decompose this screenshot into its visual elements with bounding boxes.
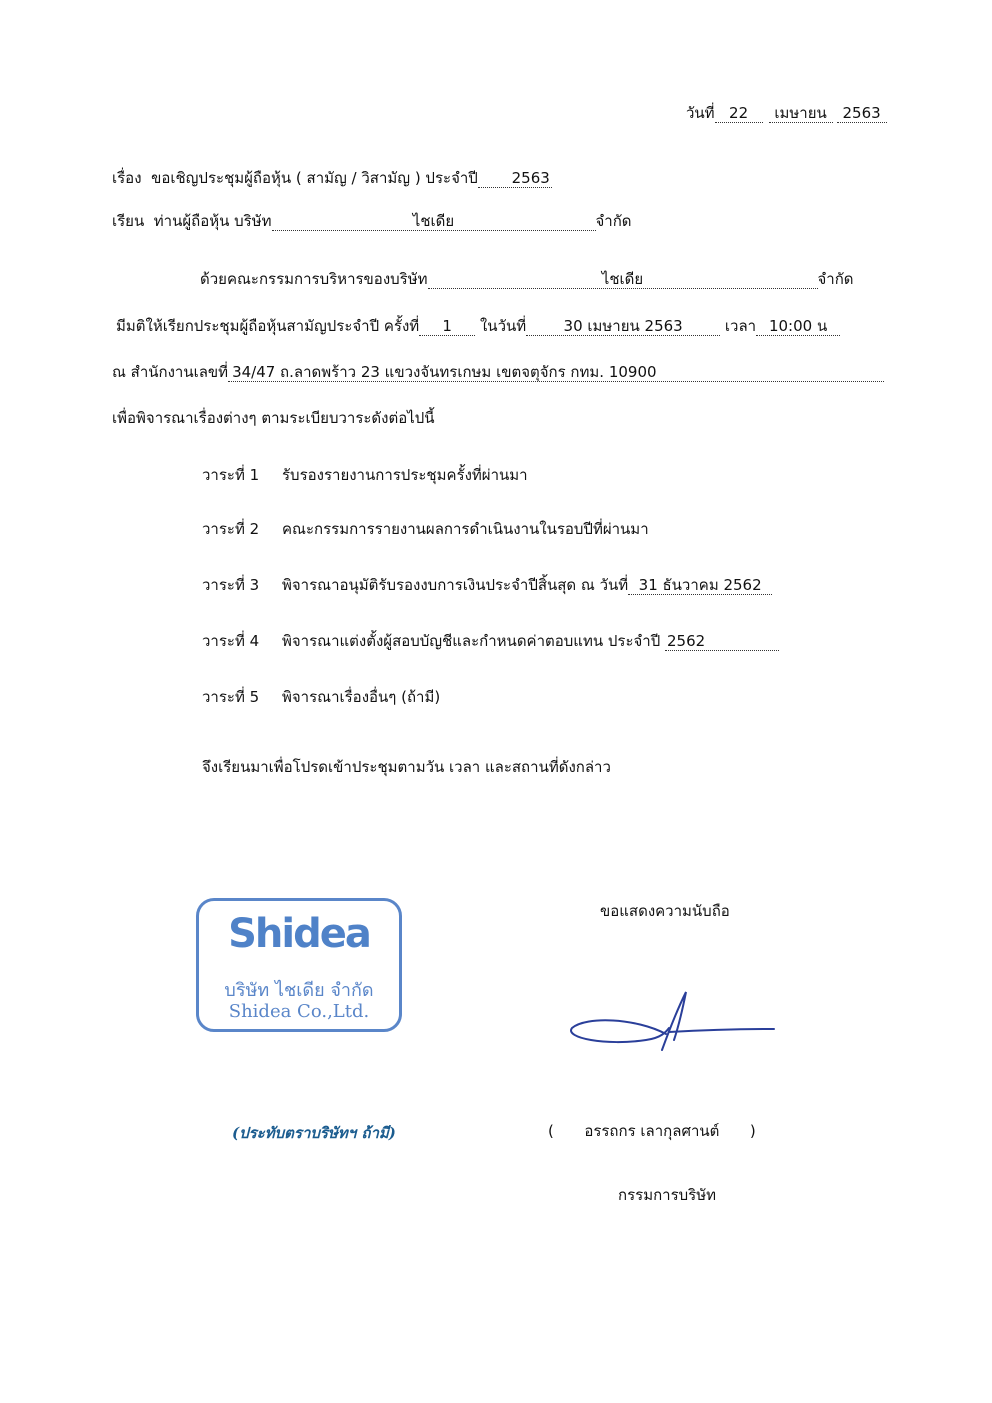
body-line3-prefix: ณ สำนักงานเลขที่ [112, 363, 229, 381]
close-paren: ) [749, 1122, 756, 1140]
signature-image [566, 988, 780, 1058]
meeting-time-label: เวลา [724, 317, 757, 335]
meeting-date: 30 เมษายน 2563 [526, 317, 720, 336]
agenda-text: พิจารณาเรื่องอื่นๆ (ถ้ามี) [282, 688, 441, 706]
agenda-item-4 [202, 631, 779, 651]
agenda-item-1 [202, 465, 528, 485]
agenda-text: คณะกรรมการรายงานผลการดำเนินงานในรอบปีที่ผ่านมา [282, 520, 649, 538]
date-year: 2563 [837, 104, 887, 123]
date-line [686, 103, 887, 123]
recipient-company: ไชเดีย [272, 212, 596, 231]
stamp-note: (ประทับตราบริษัทฯ ถ้ามี) [232, 1124, 396, 1142]
agenda-number: วาระที่ 1 [202, 466, 260, 484]
meeting-date-label: ในวันที่ [479, 317, 527, 335]
stamp-logo: Shidea [228, 911, 370, 957]
date-day: 22 [715, 104, 763, 123]
company-stamp [196, 898, 402, 1032]
agenda-item-5 [202, 687, 440, 707]
meeting-number: 1 [419, 317, 475, 336]
stamp-english-name: Shidea Co.,Ltd. [228, 1001, 370, 1022]
body-line2-prefix: มีมติให้เรียกประชุมผู้ถือหุ้นสามัญประจำปี ครั้งที่ [116, 317, 420, 335]
signer-title: กรรมการบริษัท [618, 1186, 716, 1204]
meeting-address: 34/47 ถ.ลาดพร้าว 23 แขวงจันทรเกษม เขตจตุจักร กทม. 10900 [228, 363, 884, 382]
agenda-item-2 [202, 519, 649, 539]
subject-text: ขอเชิญประชุมผู้ถือหุ้น ( สามัญ / วิสามัญ ) ประจำปี [151, 169, 478, 187]
body-line-3 [112, 362, 884, 382]
date-month: เมษายน [769, 104, 833, 123]
agenda-number: วาระที่ 4 [202, 632, 260, 650]
closing-text: จึงเรียนมาเพื่อโปรดเข้าประชุมตามวัน เวลา และสถานที่ดังกล่าว [202, 758, 611, 776]
agenda-value: 31 ธันวาคม 2562 [628, 576, 772, 595]
body-line1-prefix: ด้วยคณะกรรมการบริหารของบริษัท [200, 270, 428, 288]
body-line1-suffix: จำกัด [817, 270, 854, 288]
stamp-thai-name: บริษัท ไชเดีย จำกัด [224, 980, 374, 1001]
recipient-suffix: จำกัด [595, 212, 632, 230]
body-line-2 [116, 316, 840, 336]
agenda-item-3 [202, 575, 772, 595]
agenda-number: วาระที่ 3 [202, 576, 260, 594]
agenda-text: รับรองรายงานการประชุมครั้งที่ผ่านมา [282, 466, 528, 484]
recipient-label: เรียน [112, 212, 145, 230]
meeting-time: 10:00 น [756, 317, 840, 336]
agenda-value: 2562 [665, 632, 779, 651]
recipient-line [112, 211, 632, 231]
subject-line [112, 168, 552, 188]
agenda-text: พิจารณาแต่งตั้งผู้สอบบัญชีและกำหนดค่าตอบแทน ประจำปี [282, 632, 661, 650]
body-line-4: เพื่อพิจารณาเรื่องต่างๆ ตามระเบียบวาระดังต่อไปนี้ [112, 409, 435, 427]
signer-name-line [548, 1121, 756, 1141]
agenda-text: พิจารณาอนุมัติรับรองงบการเงินประจำปีสิ้นสุด ณ วันที่ [282, 576, 629, 594]
body-line-1 [200, 269, 854, 289]
date-label: วันที่ [686, 104, 715, 122]
body-company: ไชเดีย [428, 270, 818, 289]
recipient-text: ท่านผู้ถือหุ้น บริษัท [153, 212, 272, 230]
signer-name: อรรถกร เลากุลศานต์ [584, 1122, 720, 1140]
agenda-number: วาระที่ 5 [202, 688, 260, 706]
open-paren: ( [548, 1122, 554, 1140]
subject-year: 2563 [478, 169, 552, 188]
subject-label: เรื่อง [112, 169, 142, 187]
regards-text: ขอแสดงความนับถือ [600, 902, 730, 920]
agenda-number: วาระที่ 2 [202, 520, 260, 538]
